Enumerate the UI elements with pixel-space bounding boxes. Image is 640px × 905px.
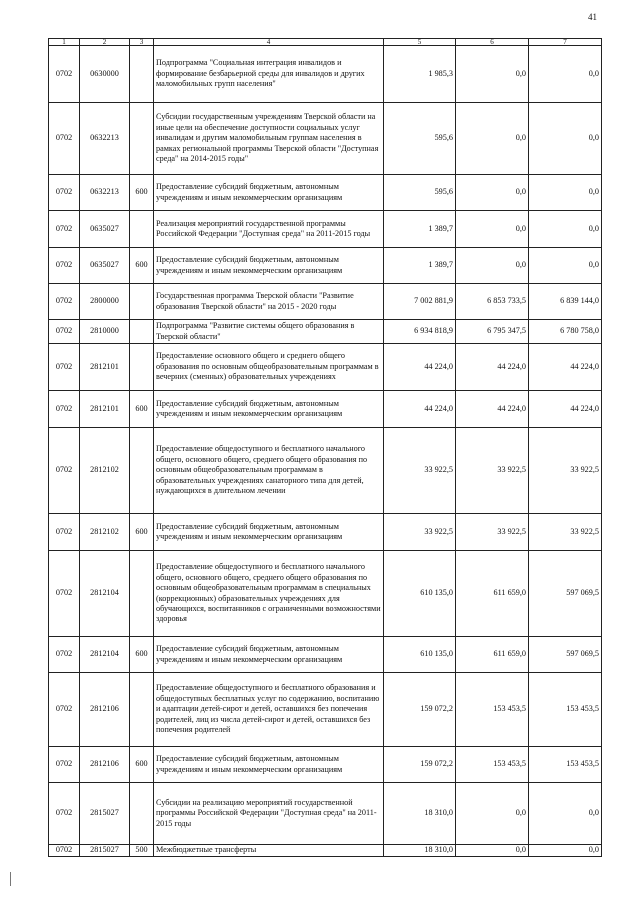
table-row	[49, 320, 602, 344]
amount-year-1: 595,6	[384, 103, 456, 175]
section-code: 0702	[49, 551, 80, 637]
amount-year-2: 33 922,5	[456, 428, 529, 514]
target-article-code: 2812104	[80, 551, 130, 637]
amount-year-3: 6 780 758,0	[529, 320, 602, 344]
amount-year-2: 33 922,5	[456, 514, 529, 551]
amount-year-1: 159 072,2	[384, 747, 456, 783]
amount-year-3: 44 224,0	[529, 391, 602, 428]
expense-type-code	[130, 551, 154, 637]
amount-year-3: 44 224,0	[529, 344, 602, 391]
table-row	[49, 46, 602, 103]
section-code: 0702	[49, 103, 80, 175]
amount-year-1: 610 135,0	[384, 551, 456, 637]
expense-type-code: 600	[130, 391, 154, 428]
amount-year-3: 6 839 144,0	[529, 284, 602, 320]
item-name: Предоставление общедоступного и бесплатного начального общего, основного общего, среднего общего образования по основным общеобразовательным программам в образовательных учреждениях санаторного типа для детей, нуждающихся в длительном лечении	[154, 428, 384, 514]
amount-year-3: 33 922,5	[529, 514, 602, 551]
table-row	[49, 845, 602, 857]
table-row	[49, 783, 602, 845]
table-row	[49, 211, 602, 248]
item-name: Предоставление общедоступного и бесплатного начального общего, основного общего, среднего общего образования по основным общеобразовательным программам в специальных (коррекционных) образовательных учреждениях для обучающихся, воспитанников с ограниченными возможностями здоровья	[154, 551, 384, 637]
section-code: 0702	[49, 391, 80, 428]
table-row	[49, 637, 602, 673]
amount-year-2: 611 659,0	[456, 551, 529, 637]
amount-year-2: 0,0	[456, 248, 529, 284]
item-name: Предоставление субсидий бюджетным, автономным учреждениям и иным некоммерческим организациям	[154, 248, 384, 284]
target-article-code: 2812102	[80, 428, 130, 514]
table-row	[49, 103, 602, 175]
expense-type-code	[130, 428, 154, 514]
section-code: 0702	[49, 845, 80, 857]
amount-year-1: 6 934 818,9	[384, 320, 456, 344]
amount-year-1: 18 310,0	[384, 845, 456, 857]
section-code: 0702	[49, 747, 80, 783]
expense-type-code	[130, 344, 154, 391]
section-code: 0702	[49, 248, 80, 284]
target-article-code: 0632213	[80, 175, 130, 211]
amount-year-3: 0,0	[529, 783, 602, 845]
table-row	[49, 673, 602, 747]
amount-year-3: 597 069,5	[529, 551, 602, 637]
section-code: 0702	[49, 783, 80, 845]
section-code: 0702	[49, 175, 80, 211]
table-row	[49, 248, 602, 284]
amount-year-1: 610 135,0	[384, 637, 456, 673]
amount-year-3: 0,0	[529, 248, 602, 284]
item-name: Предоставление общедоступного и бесплатного образования и общедоступных бесплатных услуг по содержанию, воспитанию и адаптации детей-сирот и детей, оставшихся без попечения родителей, лиц из числа детей-сирот и детей, оставшихся без попечения родителей	[154, 673, 384, 747]
amount-year-3: 0,0	[529, 845, 602, 857]
amount-year-3: 153 453,5	[529, 747, 602, 783]
section-code: 0702	[49, 514, 80, 551]
expense-type-code	[130, 211, 154, 248]
target-article-code: 2812102	[80, 514, 130, 551]
expense-type-code	[130, 783, 154, 845]
section-code: 0702	[49, 637, 80, 673]
table-row	[49, 514, 602, 551]
budget-table	[48, 38, 602, 857]
amount-year-2: 0,0	[456, 175, 529, 211]
item-name: Субсидии государственным учреждениям Тверской области на иные цели на обеспечение доступности социальных услуг инвалидам и другим маломобильным группам населения в рамках региональной программы Тверской области "Доступная среда" на 2014-2015 годы"	[154, 103, 384, 175]
expense-type-code	[130, 320, 154, 344]
column-header: 2	[80, 39, 130, 46]
item-name: Предоставление субсидий бюджетным, автономным учреждениям и иным некоммерческим организациям	[154, 747, 384, 783]
section-code: 0702	[49, 211, 80, 248]
column-header: 3	[130, 39, 154, 46]
item-name: Подпрограмма "Развитие системы общего образования в Тверской области"	[154, 320, 384, 344]
amount-year-1: 18 310,0	[384, 783, 456, 845]
item-name: Подпрограмма "Социальная интеграция инвалидов и формирование безбарьерной среды для инвалидов и других маломобильных групп населения"	[154, 46, 384, 103]
expense-type-code	[130, 46, 154, 103]
expense-type-code	[130, 284, 154, 320]
item-name: Предоставление субсидий бюджетным, автономным учреждениям и иным некоммерческим организациям	[154, 637, 384, 673]
table-row	[49, 551, 602, 637]
amount-year-2: 153 453,5	[456, 673, 529, 747]
amount-year-1: 7 002 881,9	[384, 284, 456, 320]
target-article-code: 0632213	[80, 103, 130, 175]
amount-year-1: 44 224,0	[384, 344, 456, 391]
amount-year-3: 0,0	[529, 211, 602, 248]
amount-year-3: 0,0	[529, 175, 602, 211]
expense-type-code: 600	[130, 637, 154, 673]
amount-year-2: 6 853 733,5	[456, 284, 529, 320]
amount-year-1: 33 922,5	[384, 514, 456, 551]
section-code: 0702	[49, 673, 80, 747]
column-header: 6	[456, 39, 529, 46]
section-code: 0702	[49, 428, 80, 514]
column-header: 7	[529, 39, 602, 46]
target-article-code: 2812106	[80, 673, 130, 747]
column-header: 5	[384, 39, 456, 46]
amount-year-2: 44 224,0	[456, 344, 529, 391]
table-row	[49, 344, 602, 391]
target-article-code: 2815027	[80, 783, 130, 845]
item-name: Межбюджетные трансферты	[154, 845, 384, 857]
section-code: 0702	[49, 320, 80, 344]
amount-year-2: 0,0	[456, 211, 529, 248]
table-row	[49, 391, 602, 428]
amount-year-2: 6 795 347,5	[456, 320, 529, 344]
section-code: 0702	[49, 344, 80, 391]
target-article-code: 0635027	[80, 248, 130, 284]
section-code: 0702	[49, 46, 80, 103]
target-article-code: 2815027	[80, 845, 130, 857]
amount-year-3: 0,0	[529, 103, 602, 175]
item-name: Реализация мероприятий государственной программы Российской Федерации "Доступная среда" на 2011-2015 годы	[154, 211, 384, 248]
item-name: Предоставление субсидий бюджетным, автономным учреждениям и иным некоммерческим организациям	[154, 391, 384, 428]
table-header-row	[49, 39, 602, 46]
column-header: 1	[49, 39, 80, 46]
amount-year-2: 44 224,0	[456, 391, 529, 428]
margin-mark	[10, 872, 11, 886]
amount-year-2: 611 659,0	[456, 637, 529, 673]
column-header: 4	[154, 39, 384, 46]
table-row	[49, 428, 602, 514]
item-name: Предоставление субсидий бюджетным, автономным учреждениям и иным некоммерческим организациям	[154, 175, 384, 211]
table-row	[49, 284, 602, 320]
amount-year-3: 33 922,5	[529, 428, 602, 514]
amount-year-2: 0,0	[456, 46, 529, 103]
item-name: Государственная программа Тверской области "Развитие образования Тверской области" на 2015 - 2020 годы	[154, 284, 384, 320]
amount-year-1: 1 985,3	[384, 46, 456, 103]
section-code: 0702	[49, 284, 80, 320]
expense-type-code: 500	[130, 845, 154, 857]
expense-type-code: 600	[130, 248, 154, 284]
amount-year-1: 1 389,7	[384, 211, 456, 248]
target-article-code: 2812106	[80, 747, 130, 783]
expense-type-code: 600	[130, 747, 154, 783]
amount-year-2: 0,0	[456, 103, 529, 175]
item-name: Предоставление основного общего и среднего общего образования по основным общеобразовательным программам в вечерних (сменных) образовательных учреждениях	[154, 344, 384, 391]
expense-type-code: 600	[130, 514, 154, 551]
amount-year-3: 153 453,5	[529, 673, 602, 747]
target-article-code: 0635027	[80, 211, 130, 248]
target-article-code: 0630000	[80, 46, 130, 103]
target-article-code: 2812104	[80, 637, 130, 673]
target-article-code: 2800000	[80, 284, 130, 320]
item-name: Субсидии на реализацию мероприятий государственной программы Российской Федерации "Доступная среда" на 2011-2015 годы	[154, 783, 384, 845]
amount-year-2: 0,0	[456, 783, 529, 845]
page-number: 41	[588, 12, 597, 22]
amount-year-2: 0,0	[456, 845, 529, 857]
table-row	[49, 175, 602, 211]
amount-year-3: 597 069,5	[529, 637, 602, 673]
amount-year-2: 153 453,5	[456, 747, 529, 783]
amount-year-1: 595,6	[384, 175, 456, 211]
target-article-code: 2812101	[80, 391, 130, 428]
amount-year-3: 0,0	[529, 46, 602, 103]
item-name: Предоставление субсидий бюджетным, автономным учреждениям и иным некоммерческим организациям	[154, 514, 384, 551]
target-article-code: 2810000	[80, 320, 130, 344]
table-row	[49, 747, 602, 783]
amount-year-1: 44 224,0	[384, 391, 456, 428]
amount-year-1: 33 922,5	[384, 428, 456, 514]
amount-year-1: 159 072,2	[384, 673, 456, 747]
amount-year-1: 1 389,7	[384, 248, 456, 284]
target-article-code: 2812101	[80, 344, 130, 391]
expense-type-code	[130, 673, 154, 747]
expense-type-code	[130, 103, 154, 175]
expense-type-code: 600	[130, 175, 154, 211]
